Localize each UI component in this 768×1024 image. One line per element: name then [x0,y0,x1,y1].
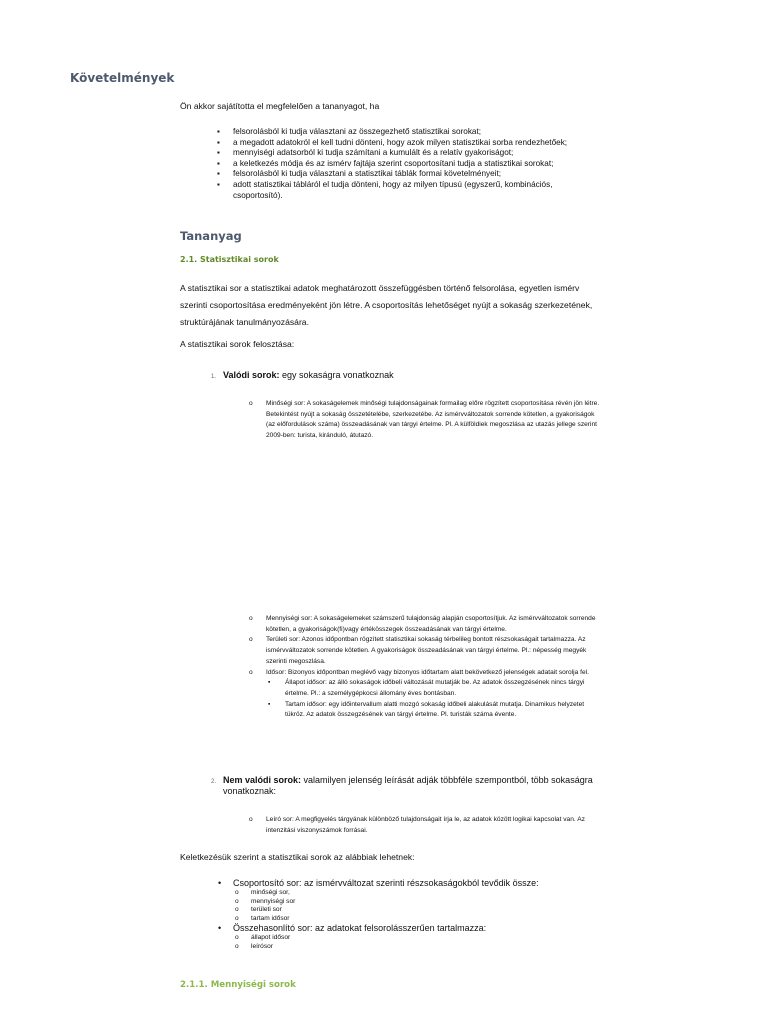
list-item: ▪ felsorolásból ki tudja választani az összegezhető statisztikai sorokat; [180,127,600,138]
definition-paragraph: A statisztikai sor a statisztikai adatok meghatározott összefüggésben történő felsorolása, egyetlen ismérv szerinti csoportosítása eredményeként jön létre. A csoportosítás lehetőséget nyújt a sokaság szerkezetének, struktúrájának tanulmányozására. [180,283,593,327]
list-item: ▪ adott statisztikai tábláról el tudja dönteni, hogy az milyen típusú (egyszerű, kombinációs, csoportosító). [180,180,600,201]
real-series-desc: egy sokaságra vonatkoznak [279,370,394,380]
non-real-series-title: Nem valódi sorok: [223,775,302,785]
section-title: 2.1. Statisztikai sorok [180,255,279,264]
list-item: o mennyiségi sor [235,898,598,907]
time-series-label: Idősor: Bizonyos időpontban meglévő vagy bizonyos időtartam alatt bekövetkező jelenségek adatait sorolja fel. [266,668,589,676]
list-number: 2. [211,779,217,785]
qualitative-list [249,399,601,442]
list-number: 1. [211,374,217,380]
list-item [249,668,601,722]
origin-categories [218,878,598,952]
list-item [218,878,598,923]
category-label: Csoportosító sor: az ismérvváltozat szerinti részsokaságokból tevődik össze: [233,878,539,888]
requirements-list [180,127,600,201]
list-item: ▪ a keletkezés módja és az ismérv fajtája szerint csoportosítani tudja a statisztikai sorokat; [180,159,600,170]
list-item: ▪ a megadott adatokról el kell tudni dönteni, hogy azok milyen statisztikai sorba rendezhetőek; [180,138,600,149]
series-types-list [249,614,601,721]
list-item: o minőségi sor, [235,889,598,898]
list-item: ▪ Tartam idősor: egy időintervallum alatti mozgó sokaság időbeli alakulását mutatja. Dinamikus helyzetet tükröz. Az adatok összegzésének van tárgyi értelme. Pl. turisták száma évente. [268,700,601,721]
non-real-series-heading [223,775,598,797]
list-item: o területi sor [235,906,598,915]
tananyag-heading: Tananyag [180,229,242,243]
list-item: o állapot idősor [235,934,598,943]
requirements-heading: Követelmények [70,71,175,85]
list-item: o Területi sor: Azonos időpontban rögzített statisztikai sokaság térbelileg bontott részsokaságait tartalmazza. Az ismérvváltozatok sorrende kötetlen. A gyakoriságok összeadásának van tárgyi értelme. Pl.: népesség megyék szerinti megoszlása. [249,635,601,667]
real-series-title: Valódi sorok: [223,370,280,380]
non-real-series-desc: valamilyen jelenség leírását adják többféle szempontból, több sokaságra vonatkoznak: [223,775,593,796]
real-series-heading [223,370,603,381]
list-item: o Mennyiségi sor: A sokaságelemeket számszerű tulajdonság alapján csoportosítjuk. Az ismérvváltozatok sorrende kötetlen, a gyakoriságok(fi)vagy értékösszegek összeadásának van tárgyi értelme. [249,614,601,635]
list-item [218,923,598,951]
division-intro: A statisztikai sorok felosztása: [180,339,295,349]
time-series-list [268,678,601,721]
category-label: Összehasonlító sor: az adatokat felsorolásszerűen tartalmazza: [233,923,487,934]
list-item: ▪ felsorolásból ki tudja választani a statisztikai táblák formai követelményeit; [180,169,600,180]
category-sublist [235,934,598,951]
origin-intro: Keletkezésük szerint a statisztikai sorok az alábbiak lehetnek: [180,852,415,862]
list-item: ▪ Állapot idősor: az álló sokaságok időbeli változását mutatják be. Az adatok összegzésének nincs tárgyi értelme. Pl.: a személygépkocsi állomány éves bontásban. [268,678,601,699]
descriptive-list [249,815,601,836]
subsection-title: 2.1.1. Mennyiségi sorok [180,980,296,990]
requirements-intro: Ön akkor sajátította el megfelelően a tananyagot, ha [180,101,380,111]
category-sublist [235,889,598,923]
list-item: o tartam idősor [235,915,598,924]
list-item: ▪ mennyiségi adatsorból ki tudja számítani a kumulált és a relatív gyakoriságot; [180,148,600,159]
list-item: o leírósor [235,943,598,952]
list-item: o Minőségi sor: A sokaságelemek minőségi tulajdonságainak formailag előre rögzített csoportosítása révén jön létre. Betekintést nyújt a sokaság összetételébe, szerkezetébe. Az ismérvváltozatok sorrende kötetlen, a gyakoriságok (az előfordulások száma) összeadásának van tárgyi értelme. Pl. A külföldiek megoszlása az utazás jellege szerint 2009-ben: turista, kiránduló, átutazó. [249,399,601,442]
list-item: o Leíró sor: A megfigyelés tárgyának különböző tulajdonságait írja le, az adatok között logikai kapcsolat van. Az intenzitási viszonyszámok forrásai. [249,815,601,836]
